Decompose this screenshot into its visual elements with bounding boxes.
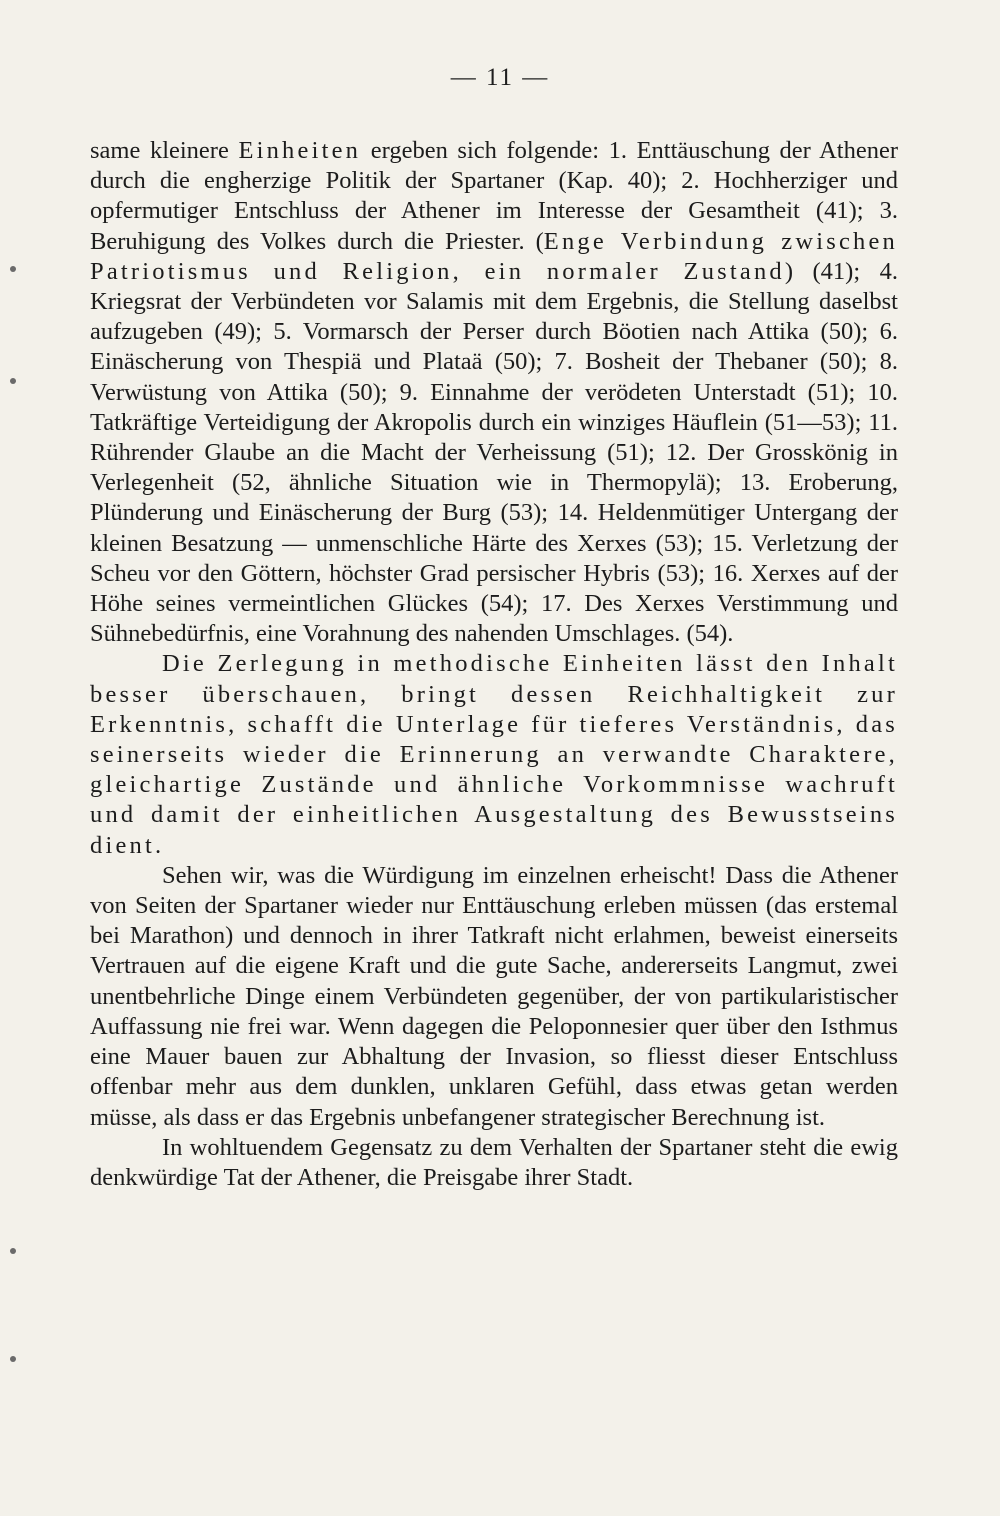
page-number: — 11 — [450,64,550,91]
paragraph-contrast: In wohltuendem Gegensatz zu dem Verhalten der Spartaner steht die ewig denkwürdige Tat der Athener, die Preisgabe ihrer Stadt. [90,1133,898,1191]
paragraph-methodology: Die Zerlegung in methodische Einheiten lässt den Inhalt besser überschauen, bringt dessen Reichhaltigkeit zur Erkenntnis, schafft die Unterlage für tieferes Verständnis, das seinerseits wieder die Erinnerung an verwandte Charaktere, gleichartige Zustände und ähnliche Vorkommnisse wachruft und damit der einheitlichen Ausgestaltung des Bewusstseins dient. [90,650,898,859]
margin-dot [10,266,16,272]
margin-dot [10,1356,16,1362]
margin-dot [10,378,16,384]
paragraph-evaluation: Sehen wir, was die Würdigung im einzelnen erheischt! Dass die Athener von Seiten der Spartaner wieder nur Enttäuschung erleben müssen (das erstemal bei Marathon) und dennoch in ihrer Tatkraft nicht erlahmen, beweist einerseits Vertrauen auf die eigene Kraft und die gute Sache, andererseits Langmut, zwei unentbehrliche Dinge einem Verbündeten gegenüber, der von partikularistischer Auffassung nie frei war. Wenn dagegen die Peloponnesier quer über den Isthmus eine Mauer bauen zur Abhaltung der Invasion, so fliesst dieser Entschluss offenbar mehr aus dem dunklen, unklaren Gefühl, dass etwas getan werden müsse, als dass er das Ergebnis unbefangener strategischer Berechnung ist. [90,861,898,1131]
emphasized-text: Einheiten [238,137,362,164]
text-run: ergeben sich folgende: 1. Enttäuschung der Athener durch die engherzige Politik der Spartaner (Kap. 40); 2. Hochherziger und opfermutiger Entschluss der Athener im Interesse der Gesamtheit (41); 3. Beruhigung des Volkes durch die Priester. ( [90,137,898,255]
margin-dot [10,1248,16,1254]
emphasized-text: Enge Verbindung zwischen Patriotismus und Religion, ein normaler Zustand [90,227,898,285]
paragraph-units-list [90,136,898,649]
text-run: same kleinere [90,137,239,164]
text-run: ) (41); 4. Kriegsrat der Verbündeten vor Salamis mit dem Ergebnis, die Stellung daselbst aufzugeben (49); 5. Vormarsch der Perser durch Böotien nach Attika (50); 6. Einäscherung von Thespiä und Plataä (50); 7. Bosheit der Thebaner (50); 8. Verwüstung von Attika (50); 9. Einnahme der verödeten Unterstadt (51); 10. Tatkräftige Verteidigung der Akropolis durch ein winziges Häuflein (51—53); 11. Rührender Glaube an die Macht der Verheissung (51); 12. Der Grosskönig in Verlegenheit (52, ähnliche Situation wie in Thermopylä); 13. Eroberung, Plünderung und Einäscherung der Burg (53); 14. Heldenmütiger Untergang der kleinen Besatzung — unmenschliche Härte des Xerxes (53); 15. Verletzung der Scheu vor den Göttern, höchster Grad persischer Hybris (53); 16. Xerxes auf der Höhe seines vermeintlichen Glückes (54); 17. Des Xerxes Verstimmung und Sühnebedürfnis, eine Vorahnung des nahenden Umschlages. (54). [90,257,898,648]
body-text [90,136,898,1193]
